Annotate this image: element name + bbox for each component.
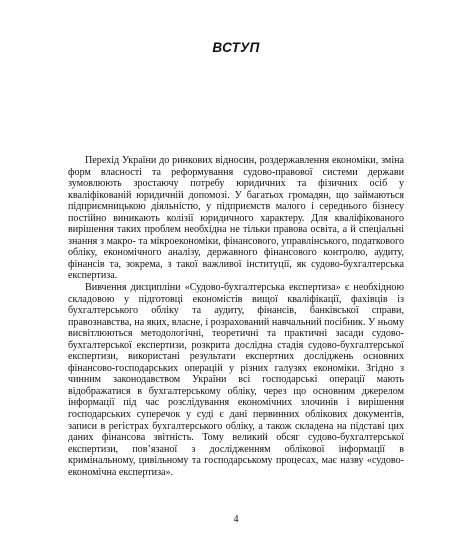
paragraph-2: Вивчення дисципліни «Судово-бухгалтерська експертиза» є необхідною складовою у підготовці економістів вищої кваліфікації, фахівців із бухгалтерського обліку та аудиту, фінансів, банківської справи, правознавства, на яких, власне, і розрахований навчальний посібник. У ньому висвітлюються методологічні, теоретичні та практичні засади судово-бухгалтерської експертизи, розкрита дослідна стадія судово-бухгалтерської експертизи, використані результати експертних досліджень основних фінансово-господарських операцій у різних галузях економіки. Згідно з чинним законодавством України всі господарські операції мають відображатися в бухгалтерському обліку, через що основним джерелом інформації під час розслідування економічних злочинів і вирішення господарських суперечок у суді є дані первинних облікових документів, записи в регістрах бухгалтерського обліку, а також складена на підставі цих даних фінансова звітність. Тому великий обсяг судово-бухгалтерської експертизи, пов’язаної з дослідженням облікової інформації в кримінальному, цивільному та господарському процесах, має назву «судово-економічна експертиза». bbox=[68, 282, 404, 478]
page-title: ВСТУП bbox=[212, 40, 260, 55]
page-number: 4 bbox=[233, 514, 239, 525]
body-text bbox=[68, 155, 404, 478]
paragraph-1: Перехід України до ринкових відносин, роздержавлення економіки, зміна форм власності та реформування судово-правової системи держави зумовлюють зростаючу потребу юридичних та фізичних осіб у кваліфікованій юридичній допомозі. У багатьох громадян, що займаються підприємницькою діяльністю, у підприємств малого і середнього бізнесу постійно виникають колізії юридичного характеру. Для кваліфікованого вирішення таких проблем необхідна не тільки правова освіта, а й спеціальні знання з макро- та мікроекономіки, фінансового, управлінського, податкового обліку, економічного аналізу, державного фінансового контролю, аудиту, фінансів та, зокрема, з такої важливої інституції, як судово-бухгалтерська експертиза. bbox=[68, 155, 404, 282]
